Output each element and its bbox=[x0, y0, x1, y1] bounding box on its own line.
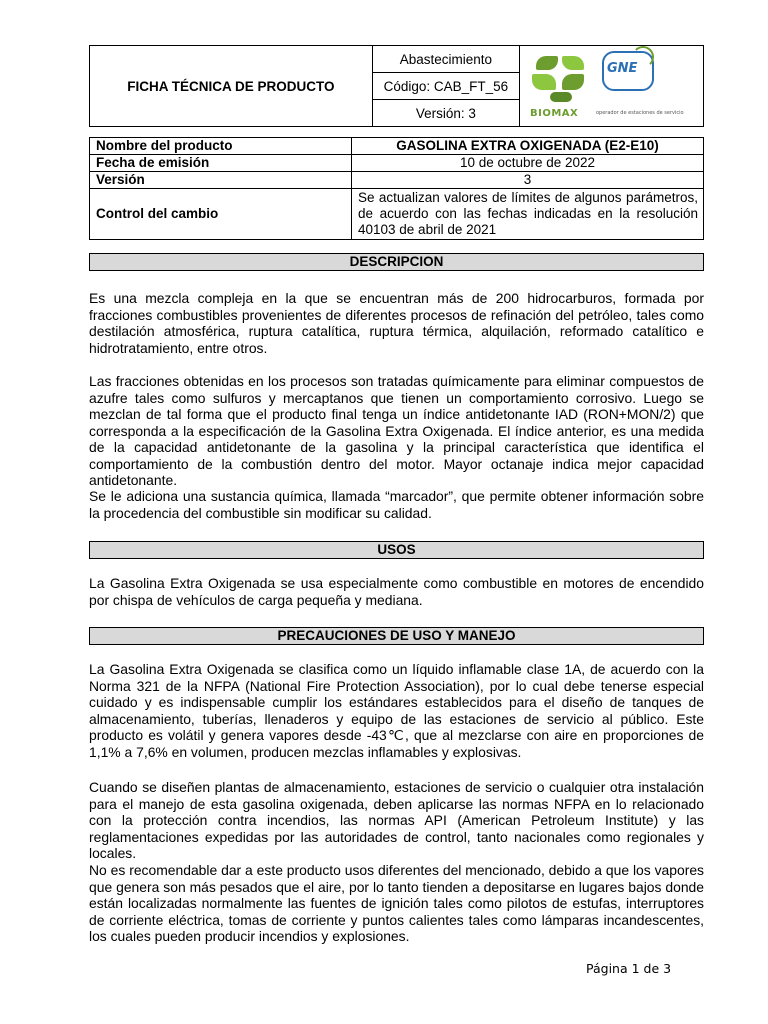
info-row-change-control bbox=[90, 189, 704, 240]
info-row-version bbox=[90, 172, 704, 189]
descripcion-paragraph-1: Es una mezcla compleja en la que se encuentran más de 200 hidrocarburos, formada por fracciones combustibles provenientes de diferentes procesos de refinación del petróleo, tales como destilación atmosférica, ruptura catalítica, ruptura térmica, alquilación, reformado catalítico e hidrotratamiento, entre otros. bbox=[89, 290, 704, 356]
section-heading-usos: USOS bbox=[89, 541, 704, 559]
usos-paragraph-1: La Gasolina Extra Oxigenada se usa especialmente como combustible en motores de encendido por chispa de vehículos de carga pequeña y mediana. bbox=[89, 575, 704, 608]
product-info-table bbox=[89, 137, 704, 240]
descripcion-paragraph-3: Se le adiciona una sustancia química, llamada “marcador”, que permite obtener información sobre la procedencia del combustible sin modificar su calidad. bbox=[89, 488, 704, 521]
info-key: Control del cambio bbox=[90, 189, 352, 240]
document-header bbox=[89, 45, 704, 127]
info-value: Se actualizan valores de límites de algunos parámetros, de acuerdo con las fechas indicadas en la resolución 40103 de abril de 2021 bbox=[352, 189, 704, 240]
descripcion-paragraph-2: Las fracciones obtenidas en los procesos son tratadas químicamente para eliminar compuestos de azufre tales como sulfuros y mercaptanos que tienen un comportamiento corrosivo. Luego se mezclan de tal forma que el producto final tenga un índice antidetonante IAD (RON+MON/2) que corresponda a la especificación de la Gasolina Extra Oxigenada. El índice anterior, es una medida de la capacidad antidetonante de la gasolina y la principal característica que identifica el comportamiento de la combustión dentro del motor. Mayor octanaje indica mejor capacidad antidetonante. bbox=[89, 373, 704, 488]
header-code: Código: CAB_FT_56 bbox=[372, 73, 519, 100]
logo-tagline: operador de estaciones de servicio bbox=[595, 110, 684, 116]
info-key: Fecha de emisión bbox=[90, 155, 352, 172]
info-value: GASOLINA EXTRA OXIGENADA (E2-E10) bbox=[352, 138, 704, 155]
info-key: Nombre del producto bbox=[90, 138, 352, 155]
info-key: Versión bbox=[90, 172, 352, 189]
precauciones-paragraph-3: No es recomendable dar a este producto usos diferentes del mencionado, debido a que los vapores que genera son más pesados que el aire, por lo tanto tienden a depositarse en lugares bajos donde están localizadas normalmente las fuentes de ignición tales como pilotos de estufas, interruptores de corriente eléctrica, tomas de corriente y puntos calientes tales como lámparas incandescentes, los cuales pueden producir incendios y explosiones. bbox=[89, 862, 704, 944]
precauciones-paragraph-1: La Gasolina Extra Oxigenada se clasifica como un líquido inflamable clase 1A, de acuerdo con la Norma 321 de la NFPA (National Fire Protection Association), por lo cual debe tenerse especial cuidado y es indispensable cumplir los estándares establecidos para el diseño de tanques de almacenamiento, tuberías, llenaderos y equipo de las estaciones de servicio al público. Este producto es volátil y genera vapores desde -43℃, que al mezclarse con aire en proporciones de 1,1% a 7,6% en volumen, producen mezclas inflamables y explosivas. bbox=[89, 661, 704, 760]
info-row-product bbox=[90, 138, 704, 155]
info-value: 3 bbox=[352, 172, 704, 189]
header-version: Versión: 3 bbox=[372, 100, 519, 127]
info-row-date bbox=[90, 155, 704, 172]
info-value: 10 de octubre de 2022 bbox=[352, 155, 704, 172]
section-heading-descripcion: DESCRIPCION bbox=[89, 253, 704, 271]
logos-cell bbox=[519, 46, 703, 127]
header-area: Abastecimiento bbox=[372, 46, 519, 73]
gne-logo-text: GNE bbox=[606, 61, 638, 76]
precauciones-paragraph-2: Cuando se diseñen plantas de almacenamiento, estaciones de servicio o cualquier otra instalación para el manejo de esta gasolina oxigenada, deben aplicarse las normas NFPA en lo relacionado con la protección contra incendios, las normas API (American Petroleum Institute) y las reglamentaciones expedidas por las autoridades de control, tanto nacionales como regionales y locales. bbox=[89, 779, 704, 861]
section-heading-precauciones: PRECAUCIONES DE USO Y MANEJO bbox=[89, 627, 704, 645]
document-title: FICHA TÉCNICA DE PRODUCTO bbox=[90, 46, 373, 127]
page-number: Página 1 de 3 bbox=[586, 961, 672, 976]
company-logos bbox=[520, 46, 703, 126]
biomax-logo-text: BIOMAX bbox=[529, 108, 579, 119]
